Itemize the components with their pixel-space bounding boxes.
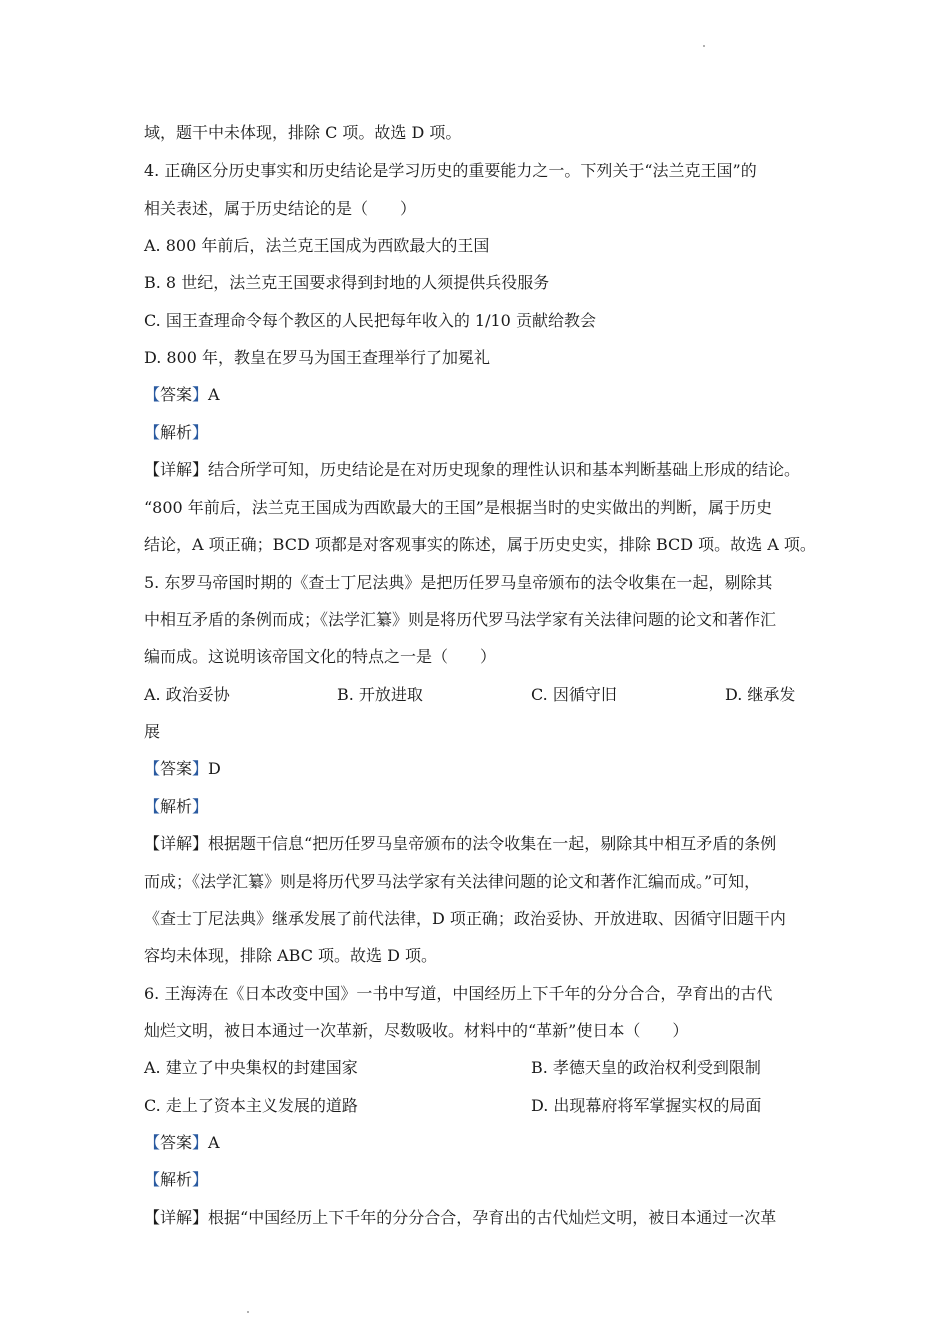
q4-answer-value: A (208, 385, 220, 404)
q5-stem-line-1: 5. 东罗马帝国时期的《查士丁尼法典》是把历任罗马皇帝颁布的法令收集在一起，剔除其 (144, 573, 773, 592)
q4-analysis: 【解析】 (144, 423, 209, 442)
q5-answer-value: D (208, 759, 221, 778)
q6-option-c: C. 走上了资本主义发展的道路 (144, 1096, 358, 1115)
detail-label: 详解 (160, 460, 193, 479)
q5-detail-line-2: 而成；《法学汇纂》则是将历代罗马法学家有关法律问题的论文和著作汇编而成。”可知， (144, 872, 761, 891)
q4-option-a: A. 800 年前后，法兰克王国成为西欧最大的王国 (144, 236, 490, 255)
q5-stem-line-2: 中相互矛盾的条例而成；《法学汇纂》则是将历代罗马法学家有关法律问题的论文和著作汇 (144, 610, 777, 629)
q5-answer: 【答案】D (144, 759, 221, 778)
q4-detail-line-2: “800 年前后，法兰克王国成为西欧最大的王国”是根据当时的史实做出的判断，属于历史 (144, 498, 772, 517)
page-mark-bottom (247, 1311, 249, 1313)
q6-answer-value: A (208, 1133, 220, 1152)
q5-detail-line-4: 容均未体现，排除 ABC 项。故选 D 项。 (144, 946, 438, 965)
q6-stem-line-2: 灿烂文明，被日本通过一次革新，尽数吸收。材料中的“革新”使日本（ ） (144, 1021, 689, 1040)
q5-option-c: C. 因循守旧 (531, 685, 617, 704)
q6-stem-line-1: 6. 王海涛在《日本改变中国》一书中写道，中国经历上下千年的分分合合，孕育出的古代 (144, 984, 773, 1003)
q5-analysis: 【解析】 (144, 797, 209, 816)
q5-stem-line-3: 编而成。这说明该帝国文化的特点之一是（ ） (144, 647, 497, 666)
answer-bracket-open: 【 (144, 385, 161, 404)
q6-option-d: D. 出现幕府将军掌握实权的局面 (531, 1096, 762, 1115)
q4-detail-line-1: 【详解】结合所学可知，历史结论是在对历史现象的理性认识和基本判断基础上形成的结论。 (144, 460, 801, 479)
q4-option-b: B. 8 世纪，法兰克王国要求得到封地的人须提供兵役服务 (144, 273, 550, 292)
q4-option-d: D. 800 年，教皇在罗马为国王查理举行了加冕礼 (144, 348, 491, 367)
q5-option-b: B. 开放进取 (337, 685, 423, 704)
q4-answer (144, 384, 809, 406)
analysis-label: 解析 (160, 423, 193, 442)
answer-label: 答案 (160, 385, 193, 404)
q5-option-d-wrap: 展 (144, 722, 161, 741)
q6-detail-line-1: 【详解】根据“中国经历上下千年的分分合合，孕育出的古代灿烂文明，被日本通过一次革 (144, 1208, 777, 1227)
q5-option-a: A. 政治妥协 (144, 685, 230, 704)
q4-stem-line-1: 4. 正确区分历史事实和历史结论是学习历史的重要能力之一。下列关于“法兰克王国”的 (144, 161, 757, 180)
q4-stem-line-2: 相关表述，属于历史结论的是（ ） (144, 199, 417, 218)
q5-detail-line-1: 【详解】根据题干信息“把历任罗马皇帝颁布的法令收集在一起，剔除其中相互矛盾的条例 (144, 834, 777, 853)
page-mark (703, 45, 705, 47)
answer-bracket-close: 】 (192, 385, 209, 404)
q5-detail-line-3: 《查士丁尼法典》继承发展了前代法律，D 项正确；政治妥协、开放进取、因循守旧题干内 (144, 909, 786, 928)
previous-question-tail: 域，题干中未体现，排除 C 项。故选 D 项。 (144, 123, 462, 142)
q6-answer: 【答案】A (144, 1133, 220, 1152)
q5-option-d: D. 继承发 (725, 685, 796, 704)
q6-option-a: A. 建立了中央集权的封建国家 (144, 1058, 358, 1077)
q4-option-c: C. 国王查理命令每个教区的人民把每年收入的 1/10 贡献给教会 (144, 311, 596, 330)
q4-detail-line-3: 结论，A 项正确；BCD 项都是对客观事实的陈述，属于历史史实，排除 BCD 项。故选 A 项。 (144, 535, 816, 554)
q6-option-b: B. 孝德天皇的政治权利受到限制 (531, 1058, 761, 1077)
q6-analysis: 【解析】 (144, 1170, 209, 1189)
